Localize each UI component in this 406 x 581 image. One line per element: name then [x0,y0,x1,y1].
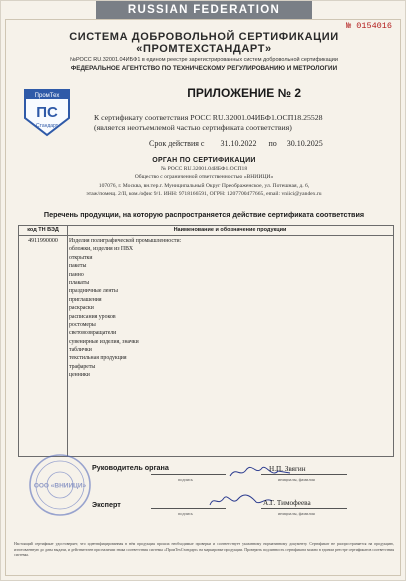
organ-reg-number: № РОСС RU.32001.04ИБФ1.ОСП18 [160,166,248,172]
tnved-code: 4911990000 [28,238,58,244]
organ-title: ОРГАН ПО СЕРТИФИКАЦИИ [152,157,256,164]
stamp-text: ООО «ВНИИЦИ» [33,482,87,490]
certificate-reference-note: (является неотъемлемой частью сертификата соответствия) [94,123,292,132]
column-name-header: Наименование и обозначение продукции [173,227,287,233]
expert-initials-caption: инициалы, фамилия [278,511,315,516]
logo-center-text: ПС [36,104,58,121]
table-header [19,226,393,236]
expert-role: Эксперт [92,500,121,509]
list-item: таблички [69,347,92,354]
logo-top-text: ПромТех [34,93,60,99]
head-signature-caption: подпись [178,477,193,482]
list-item: расписания уроков [69,313,116,320]
head-role: Руководитель органа [92,463,169,472]
list-item: световозвращатели [69,330,117,337]
list-item: панно [69,271,84,278]
product-list [69,237,389,380]
organ-address: 107076, г. Москва, вн.тер.г. Муниципальный Округ Преображенское, ул. Потешная, д. 6, [98,183,310,189]
stamp [28,453,92,517]
system-logo [22,85,72,137]
list-item: трафареты [69,363,96,370]
organ-contacts: этаж/помещ. 2/II, ком./офис 9/1. ИНН: 9718166591, ОГРН: 1207700477665, email: vniici@yandex.ru [86,191,322,197]
list-item: приглашения [69,296,102,303]
validity-to: 30.10.2025 [286,139,323,148]
footnote: Настоящий сертификат удостоверяет, что идентифицированная в нём продукция прошла необходимые проверки и соответствует указанному нормативному документу. Сертификат не распространяется на продукцию, изготовленную до даты выдачи, и действителен при наличии знака соответствия системы «ПромТехСтандарт» на маркировке продукции. Проверить подлинность сертификата можно в едином реестре сертификатов соответствия системы. [14,542,394,558]
expert-signature-caption: подпись [178,511,193,516]
list-item: открытки [69,254,93,261]
list-item: сувенирные изделия, значки [69,338,139,345]
head-name-line [261,474,347,475]
logo-bottom-text: Стандарт [35,123,59,129]
list-item: плакаты [69,279,90,286]
list-item: обложки, изделия из ПВХ [69,246,134,253]
products-heading: Перечень продукции, на которую распространяется действие сертификата соответствия [43,210,365,219]
organ-name: Общество с ограниченной ответственностью «ВНИИЦИ» [134,174,274,180]
list-item: ценники [69,372,90,379]
validity-period [149,139,323,148]
list-item: праздничные ленты [69,288,118,295]
list-item: Изделия полиграфической промышленности: [69,238,182,244]
certificate-reference: К сертификату соответствия РОСС RU.32001.04ИБФ1.ОСП18.25528 [94,113,323,122]
system-title-line1: СИСТЕМА ДОБРОВОЛЬНОЙ СЕРТИФИКАЦИИ [69,31,339,43]
expert-name-line [261,508,347,509]
validity-label: Срок действия с [149,139,205,148]
validity-from: 31.10.2022 [220,139,257,148]
registry-line: №РОСС RU.32001.04ИБФ1 в едином реестре зарегистрированных систем добровольной сертификации [70,57,338,63]
validity-to-label: по [268,139,277,148]
head-initials-caption: инициалы, фамилия [278,477,315,482]
serial-number: № 0154016 [346,21,392,31]
appendix-title: ПРИЛОЖЕНИЕ № 2 [187,86,301,100]
head-name: Н.П. Звягин [269,465,306,473]
column-divider [67,226,68,456]
expert-signature-line [151,508,226,509]
agency-line: ФЕДЕРАЛЬНОЕ АГЕНТСТВО ПО ТЕХНИЧЕСКОМУ РЕГУЛИРОВАНИЮ И МЕТРОЛОГИИ [70,65,338,72]
list-item: пакеты [69,263,87,270]
list-item: раскраски [69,305,94,312]
column-code-header: код ТН ВЭД [27,227,59,233]
expert-name: А.Г. Тимофеева [263,499,311,507]
head-signature-line [151,474,226,475]
list-item: текстильная продукция [69,355,127,362]
products-table [18,225,394,457]
list-item: ростомеры [69,321,96,328]
system-title-line2: «ПРОМТЕХСТАНДАРТ» [136,43,272,55]
banner: RUSSIAN FEDERATION [96,1,312,19]
